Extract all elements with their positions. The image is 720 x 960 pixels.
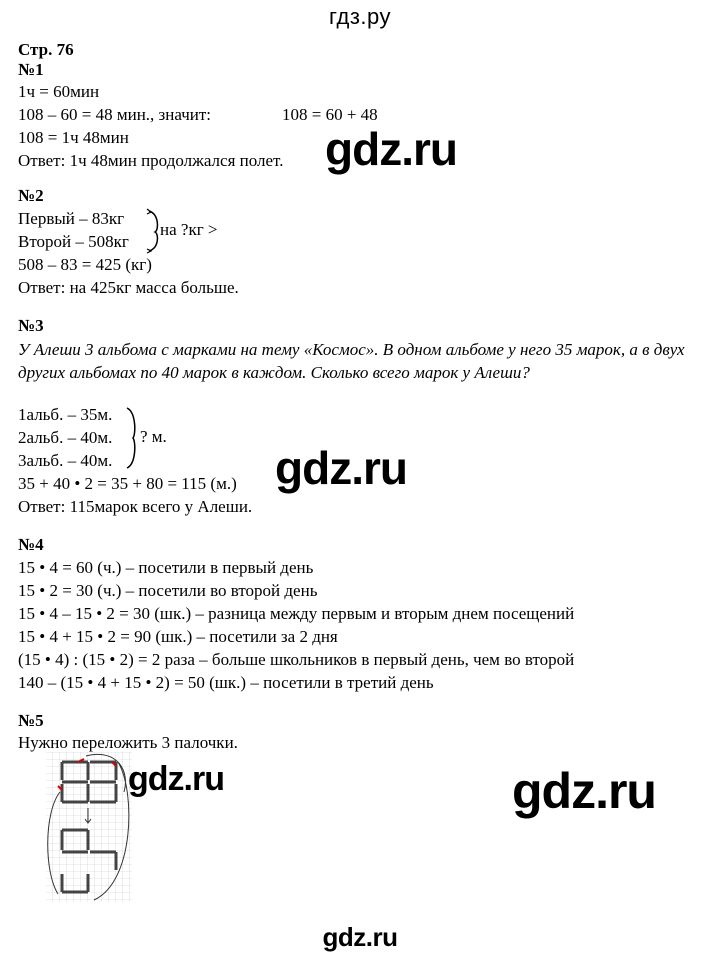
task4-line: 15 • 4 – 15 • 2 = 30 (шк.) – разница между первым и вторым днем посещений [18, 604, 575, 623]
task3-line1: 1альб. – 35м. [18, 405, 113, 424]
watermark-2: gdz.ru [275, 442, 407, 494]
task5-number: №5 [18, 711, 44, 730]
task3-brace-label: ? м. [140, 427, 167, 446]
task2-line3: 508 – 83 = 425 (кг) [18, 255, 152, 274]
task1-line1: 1ч = 60мин [18, 82, 100, 101]
task4-line: (15 • 4) : (15 • 2) = 2 раза – больше школьников в первый день, чем во второй [18, 650, 575, 669]
footer-watermark: gdz.ru [322, 922, 398, 952]
task2-line1: Первый – 83кг [18, 209, 125, 228]
task2-number: №2 [18, 186, 44, 205]
watermark-4: gdz.ru [512, 763, 656, 819]
task1-number: №1 [18, 60, 44, 79]
task1-line3: 108 = 1ч 48мин [18, 128, 129, 147]
task3-number: №3 [18, 316, 44, 335]
task4-line: 15 • 4 + 15 • 2 = 90 (шк.) – посетили за 2 дня [18, 627, 338, 646]
task2-brace-label: на ?кг > [160, 220, 218, 239]
task2-answer: Ответ: на 425кг масса больше. [18, 278, 239, 297]
task1-line2-result: 108 = 60 + 48 [282, 105, 378, 124]
page-reference: Стр. 76 [18, 40, 74, 59]
task3-problem: У Алеши 3 альбома с марками на тему «Космос». В одном альбоме у него 35 марок, а в двух других альбомах по 40 марок в каждом. Сколько всего марок у Алеши? [18, 340, 685, 382]
task1-answer: Ответ: 1ч 48мин продолжался полет. [18, 151, 284, 170]
matchstick-figure [38, 752, 138, 906]
task3-line4: 35 + 40 • 2 = 35 + 80 = 115 (м.) [18, 474, 237, 493]
task3-answer: Ответ: 115марок всего у Алеши. [18, 497, 253, 516]
watermark-3: gdz.ru [128, 760, 224, 798]
task4-line: 140 – (15 • 4 + 15 • 2) = 50 (шк.) – посетили в третий день [18, 673, 434, 692]
task3-line3: 3альб. – 40м. [18, 451, 113, 470]
task4-line: 15 • 4 = 60 (ч.) – посетили в первый день [18, 558, 314, 577]
site-header[interactable]: гдз.ру [328, 4, 392, 29]
task4-number: №4 [18, 535, 44, 554]
task3-line2: 2альб. – 40м. [18, 428, 113, 447]
task1-line2: 108 – 60 = 48 мин., значит: [18, 105, 212, 124]
task4-line: 15 • 2 = 30 (ч.) – посетили во второй день [18, 581, 318, 600]
watermark-1: gdz.ru [325, 123, 457, 175]
task2-line2: Второй – 508кг [18, 232, 129, 251]
task5-line1: Нужно переложить 3 палочки. [18, 733, 238, 752]
